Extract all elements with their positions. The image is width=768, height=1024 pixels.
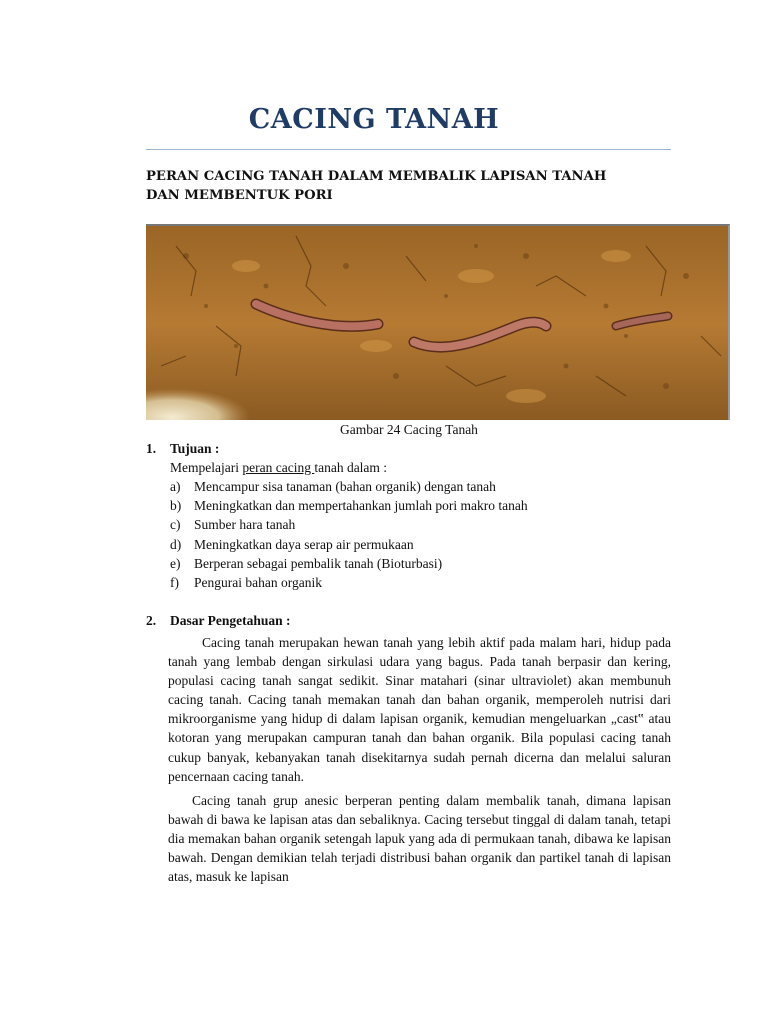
section-number: 1. bbox=[146, 441, 157, 456]
earthworm-photo-illustration bbox=[146, 226, 730, 420]
intro-text-before: Mempelajari bbox=[170, 460, 243, 475]
list-text: Berperan sebagai pembalik tanah (Bioturbasi) bbox=[194, 556, 443, 571]
intro-text-underlined: peran cacing bbox=[242, 460, 315, 475]
section-dasar-pengetahuan bbox=[146, 613, 676, 633]
list-marker: d) bbox=[170, 537, 182, 552]
list-marker: e) bbox=[170, 556, 181, 571]
earthworm-photo bbox=[146, 224, 730, 420]
page-title: CACING TANAH bbox=[248, 104, 500, 135]
section-body bbox=[168, 633, 671, 886]
section-tujuan bbox=[146, 441, 676, 601]
list-marker: a) bbox=[170, 479, 181, 494]
list-text: Sumber hara tanah bbox=[194, 517, 296, 532]
list-item bbox=[170, 537, 414, 553]
list-text: Meningkatkan daya serap air permukaan bbox=[194, 537, 414, 552]
title-divider bbox=[146, 149, 671, 150]
list-item bbox=[170, 556, 442, 572]
list-item bbox=[170, 479, 496, 495]
list-marker: b) bbox=[170, 498, 182, 513]
section-heading: Tujuan : bbox=[170, 441, 220, 456]
intro-text-after: tanah dalam : bbox=[314, 460, 388, 475]
subtitle-line-2: DAN MEMBENTUK PORI bbox=[146, 188, 333, 203]
paragraph: Cacing tanah grup anesic berperan penting dalam membalik tanah, dimana lapisan bawah di bawa ke lapisan atas dan sebaliknya. Cacing tersebut tinggal di dalam tanah, tetapi dia memakan bahan organik setengah lapuk yang ada di permukaan tanah, dibawa ke lapisan bawah. Dengan demikian telah terjadi distribusi bahan organik dan partikel tanah di lapisan atas, masuk ke lapisan bbox=[168, 792, 671, 885]
list-item bbox=[170, 517, 295, 533]
section-heading: Dasar Pengetahuan : bbox=[170, 613, 291, 628]
list-item bbox=[170, 575, 322, 591]
subtitle-line-1: PERAN CACING TANAH DALAM MEMBALIK LAPISAN TANAH bbox=[146, 169, 607, 184]
paragraph: Cacing tanah merupakan hewan tanah yang lebih aktif pada malam hari, hidup pada tanah yang lembab dengan sirkulasi udara yang bagus. Pada tanah berpasir dan kering, populasi cacing tanah sangat sedikit. Sinar matahari (sinar ultraviolet) akan membunuh cacing tanah. Cacing tanah memakan tanah dan bahan organik, memperoleh nutrisi dari mikroorganisme yang hidup di dalam lapisan organik, kemudian mengeluarkan „cast‟ atau kotoran yang merupakan campuran tanah dan bahan organik. Bila populasi cacing tanah cukup banyak, kebanyakan tanah disekitarnya sudah pernah dicerna dan melalui saluran pencernaan cacing tanah. bbox=[168, 635, 671, 784]
list-text: Pengurai bahan organik bbox=[194, 575, 322, 590]
list-text: Mencampur sisa tanaman (bahan organik) dengan tanah bbox=[194, 479, 496, 494]
section-intro bbox=[170, 460, 387, 476]
list-text: Meningkatkan dan mempertahankan jumlah pori makro tanah bbox=[194, 498, 528, 513]
list-marker: c) bbox=[170, 517, 181, 532]
subtitle bbox=[146, 167, 646, 205]
list-marker: f) bbox=[170, 575, 179, 590]
list-item bbox=[170, 498, 528, 514]
figure-caption: Gambar 24 Cacing Tanah bbox=[340, 422, 478, 437]
section-number: 2. bbox=[146, 613, 157, 628]
